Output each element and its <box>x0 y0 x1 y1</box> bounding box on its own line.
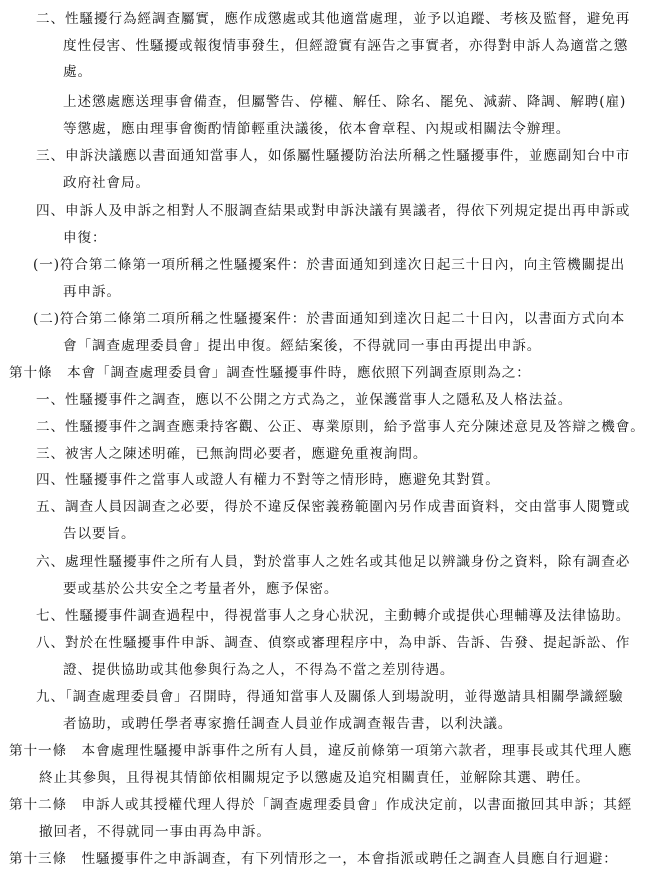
text-line: 證、提供協助或其他參與行為之人，不得為不當之差別待遇。 <box>63 661 455 678</box>
article-11 <box>9 738 632 791</box>
article-10-item-6 <box>36 549 630 602</box>
text-line: 度性侵害、性騷擾或報復情事發生，但經證實有誣告之事實者，亦得對申訴人為適當之懲 <box>63 37 629 54</box>
text-line: 等懲處，應由理事會衡酌情節輕重決議後，依本會章程、內規或相關法令辦理。 <box>63 120 571 137</box>
clause-4-item-1 <box>33 252 625 305</box>
text-line: 上述懲處應送理事會備查，但屬警告、停權、解任、除名、罷免、減薪、降調、解聘(雇) <box>63 94 627 110</box>
article-10-item-4 <box>36 467 500 494</box>
text-line: 處。 <box>63 64 92 81</box>
clause-2 <box>36 6 630 86</box>
article-13 <box>9 846 618 873</box>
text-line: 九、「調查處理委員會」召開時，得通知當事人及關係人到場說明，並得邀請具相關學識經驗 <box>36 689 624 705</box>
text-line: 四、申訴人及申訴之相對人不服調查結果或對申訴決議有異議者，得依下列規定提出再申訴或 <box>36 203 631 219</box>
article-10-item-7 <box>36 603 630 630</box>
text-line: (一)符合第二條第一項所稱之性騷擾案件：於書面通知到達次日起三十日內，向主管機關提出 <box>33 257 626 273</box>
clause-2-note <box>63 89 626 142</box>
text-line: 第十一條 本會處理性騷擾申訴事件之所有人員，違反前條第一項第六款者，理事長或其代理人應 <box>9 743 633 759</box>
text-line: 第十二條 申訴人或其授權代理人得於「調查處理委員會」作成決定前，以書面撤回其申訴；其經 <box>9 797 633 813</box>
text-line: (二)符合第二條第二項所稱之性騷擾案件：於書面通知到達次日起二十日內，以書面方式向本 <box>33 311 626 327</box>
text-line: 第十三條 性騷擾事件之申訴調查，有下列情形之一，本會指派或聘任之調查人員應自行迴避： <box>9 851 618 867</box>
text-line: 二、性騷擾事件之調查應秉持客觀、公正、專業原則，給予當事人充分陳述意見及答辯之機會。 <box>36 419 645 435</box>
text-line: 三、被害人之陳述明確，已無詢問必要者，應避免重複詢問。 <box>36 446 428 462</box>
text-line: 六、處理性騷擾事件之所有人員，對於當事人之姓名或其他足以辨識身份之資料，除有調查必 <box>36 554 631 570</box>
text-line: 八、對於在性騷擾事件申訴、調查、偵察或審理程序中，為申訴、告訴、告發、提起訴訟、作 <box>36 635 631 651</box>
article-10-item-8 <box>36 630 630 683</box>
text-line: 要或基於公共安全之考量者外，應予保密。 <box>63 580 339 597</box>
text-line: 四、性騷擾事件之當事人或證人有權力不對等之情形時，應避免其對質。 <box>36 472 500 488</box>
text-line: 會「調查處理委員會」提出申復。經結案後，不得就同一事由再提出申訴。 <box>63 337 542 354</box>
clause-3 <box>36 143 630 196</box>
text-line: 一、性騷擾事件之調查，應以不公開之方式為之，並保護當事人之隱私及人格法益。 <box>36 392 573 408</box>
article-10-heading <box>9 360 531 387</box>
article-10-item-3 <box>36 441 427 468</box>
text-line: 五、調查人員因調查之必要，得於不違反保密義務範圍內另作成書面資料，交由當事人閱覽或 <box>36 499 631 515</box>
text-line: 七、性騷擾事件調查過程中，得視當事人之身心狀況，主動轉介或提供心理輔導及法律協助。 <box>36 608 631 624</box>
text-line: 者協助，或聘任學者專家擔任調查人員並作成調查報告書，以利決議。 <box>63 715 513 732</box>
article-10-item-2 <box>36 414 645 441</box>
text-line: 終止其參與，且得視其情節依相關規定予以懲處及追究相關責任，並解除其選、聘任。 <box>39 769 590 786</box>
text-line: 再申訴。 <box>63 283 121 300</box>
clause-4 <box>36 198 630 251</box>
article-10-item-1 <box>36 387 572 414</box>
text-line: 三、申訴決議應以書面通知當事人，如係屬性騷擾防治法所稱之性騷擾事件，並應副知台中市 <box>36 148 631 164</box>
text-line: 第十條 本會「調查處理委員會」調查性騷擾事件時，應依照下列調查原則為之： <box>9 365 531 381</box>
text-line: 告以要旨。 <box>63 525 136 542</box>
clause-4-item-2 <box>33 306 625 359</box>
text-line: 申復： <box>63 229 107 246</box>
article-10-item-5 <box>36 494 630 547</box>
text-line: 撤回者，不得就同一事由再為申訴。 <box>39 823 271 840</box>
article-12 <box>9 792 632 845</box>
article-10-item-9 <box>36 684 623 737</box>
text-line: 政府社會局。 <box>63 174 150 191</box>
text-line: 二、性騷擾行為經調查屬實，應作成懲處或其他適當處理，並予以追蹤、考核及監督，避免再 <box>36 11 631 27</box>
